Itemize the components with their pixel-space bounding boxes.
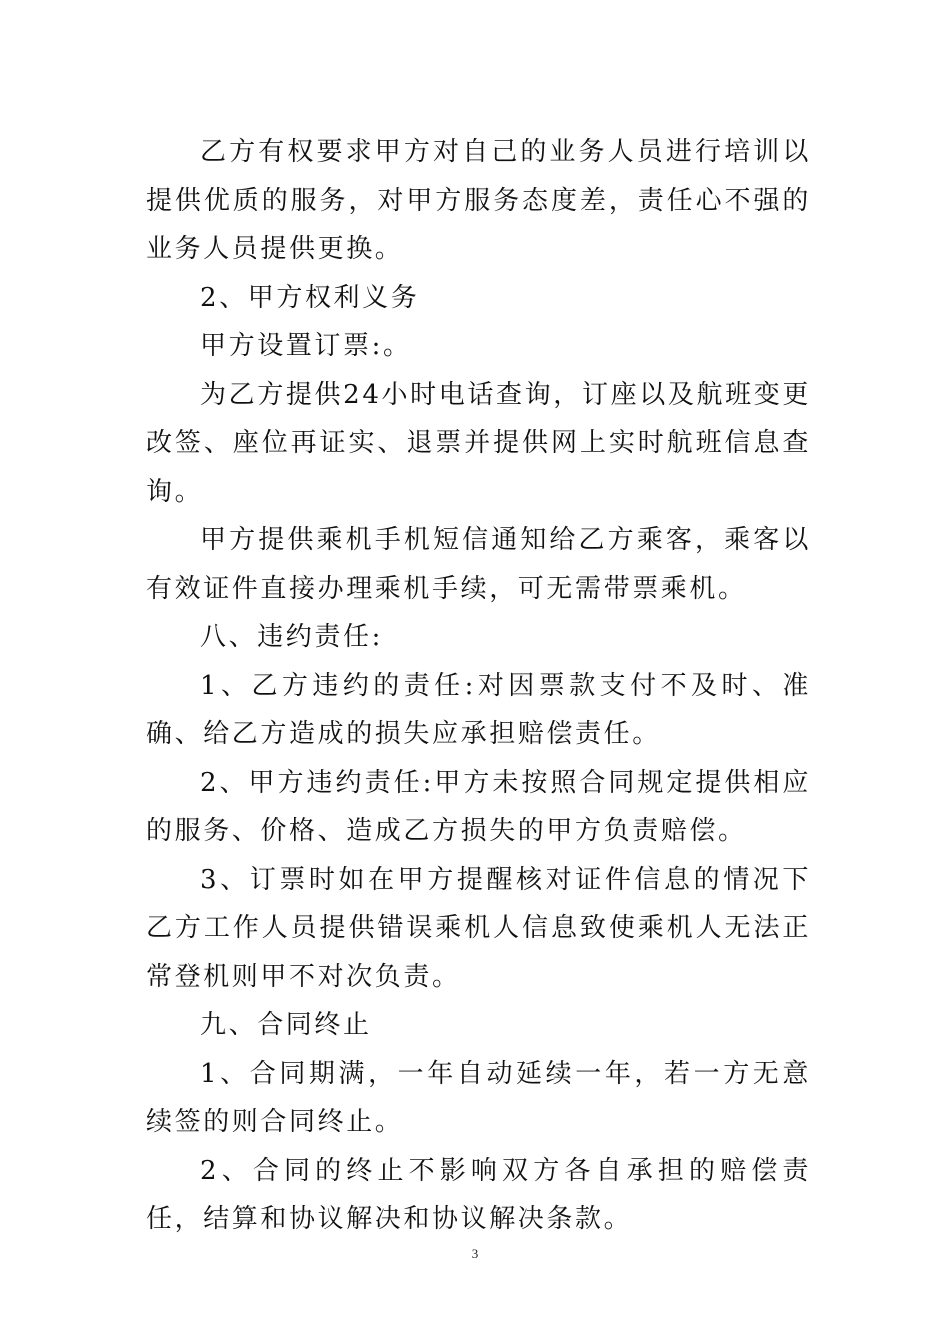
paragraph-4: 为乙方提供24小时电话查询，订座以及航班变更改签、座位再证实、退票并提供网上实时航班信息查询。 xyxy=(146,379,811,507)
paragraph-7: 1、乙方违约的责任:对因票款支付不及时、准确、给乙方造成的损失应承担赔偿责任。 xyxy=(146,670,811,749)
paragraph-5: 甲方提供乘机手机短信通知给乙方乘客，乘客以有效证件直接办理乘机手续，可无需带票乘机。 xyxy=(146,525,811,604)
paragraph-3: 甲方设置订票:。 xyxy=(200,331,412,361)
paragraph-9: 3、订票时如在甲方提醒核对证件信息的情况下乙方工作人员提供错误乘机人信息致使乘机人无法正常登机则甲不对次负责。 xyxy=(146,864,811,992)
paragraph-11: 1、合同期满，一年自动延续一年，若一方无意续签的则合同终止。 xyxy=(146,1058,811,1137)
document-body xyxy=(146,128,811,1244)
page-number: 3 xyxy=(471,1246,479,1261)
section-heading-contract-termination: 九、合同终止 xyxy=(200,1010,372,1040)
section-heading-party-a-rights: 2、甲方权利义务 xyxy=(200,282,420,313)
paragraph-1: 乙方有权要求甲方对自己的业务人员进行培训以提供优质的服务，对甲方服务态度差，责任心不强的业务人员提供更换。 xyxy=(146,137,811,264)
paragraph-8: 2、甲方违约责任:甲方未按照合同规定提供相应的服务、价格、造成乙方损失的甲方负责赔偿。 xyxy=(146,767,811,846)
section-heading-breach-liability: 八、违约责任: xyxy=(200,622,383,652)
paragraph-12: 2、合同的终止不影响双方各自承担的赔偿责任，结算和协议解决和协议解决条款。 xyxy=(146,1155,811,1234)
